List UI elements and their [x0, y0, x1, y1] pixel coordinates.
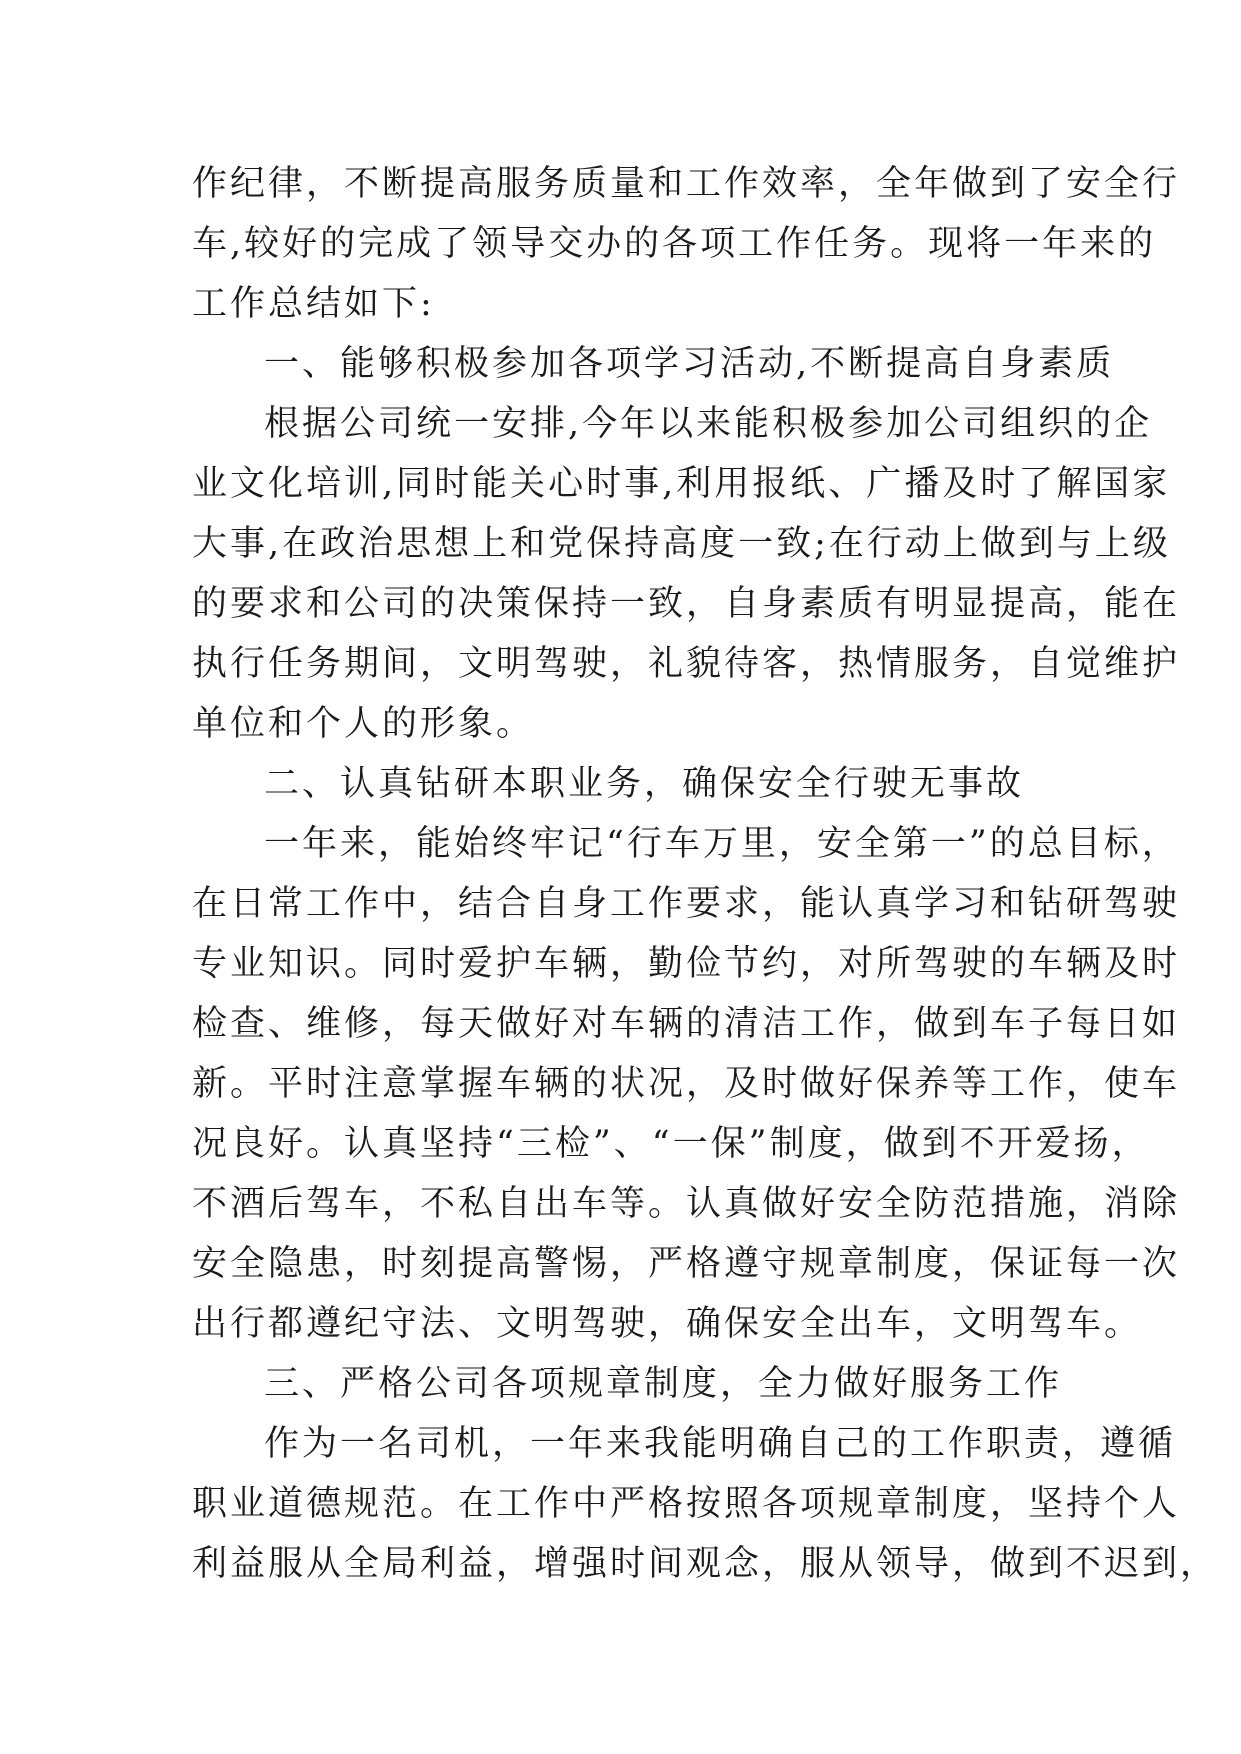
text-line: 执行任务期间，文明驾驶，礼貌待客，热情服务，自觉维护	[192, 644, 1181, 684]
text-line: 根据公司统一安排,今年以来能积极参加公司组织的企	[264, 404, 1153, 444]
text-line: 职业道德规范。在工作中严格按照各项规章制度，坚持个人	[192, 1484, 1181, 1524]
text-line: 的要求和公司的决策保持一致，自身素质有明显提高，能在	[192, 584, 1181, 624]
text-line: 作为一名司机，一年来我能明确自己的工作职责，遵循	[264, 1424, 1177, 1464]
text-line: 三、严格公司各项规章制度，全力做好服务工作	[264, 1364, 1063, 1404]
document-body	[192, 154, 1219, 1594]
text-line: 出行都遵纪守法、文明驾驶，确保安全出车，文明驾车。	[192, 1304, 1143, 1344]
text-line: 在日常工作中，结合自身工作要求，能认真学习和钻研驾驶	[192, 884, 1181, 924]
text-line: 大事,在政治思想上和党保持高度一致;在行动上做到与上级	[192, 524, 1171, 564]
text-line: 新。平时注意掌握车辆的状况，及时做好保养等工作，使车	[192, 1064, 1181, 1104]
text-line: 不酒后驾车，不私自出车等。认真做好安全防范措施，消除	[192, 1184, 1181, 1224]
text-line: 况良好。认真坚持“三检”、“一保”制度，做到不开爱扬，	[192, 1124, 1150, 1164]
text-line: 单位和个人的形象。	[192, 704, 535, 744]
text-line: 二、认真钻研本职业务，确保安全行驶无事故	[264, 764, 1025, 804]
text-line: 一、能够积极参加各项学习活动,不断提高自身素质	[264, 344, 1115, 384]
text-line: 作纪律，不断提高服务质量和工作效率，全年做到了安全行	[192, 164, 1181, 204]
text-line: 安全隐患，时刻提高警惕，严格遵守规章制度，保证每一次	[192, 1244, 1181, 1284]
text-line: 车,较好的完成了领导交办的各项工作任务。现将一年来的	[192, 224, 1157, 264]
text-line: 检查、维修，每天做好对车辆的清洁工作，做到车子每日如	[192, 1004, 1181, 1044]
text-line: 工作总结如下:	[192, 284, 435, 324]
text-line: 专业知识。同时爱护车辆，勤俭节约，对所驾驶的车辆及时	[192, 944, 1181, 984]
text-line: 利益服从全局利益，增强时间观念，服从领导，做到不迟到，	[192, 1544, 1219, 1584]
text-line: 业文化培训,同时能关心时事,利用报纸、广播及时了解国家	[192, 464, 1171, 504]
text-line: 一年来，能始终牢记“行车万里，安全第一”的总目标，	[264, 824, 1180, 864]
